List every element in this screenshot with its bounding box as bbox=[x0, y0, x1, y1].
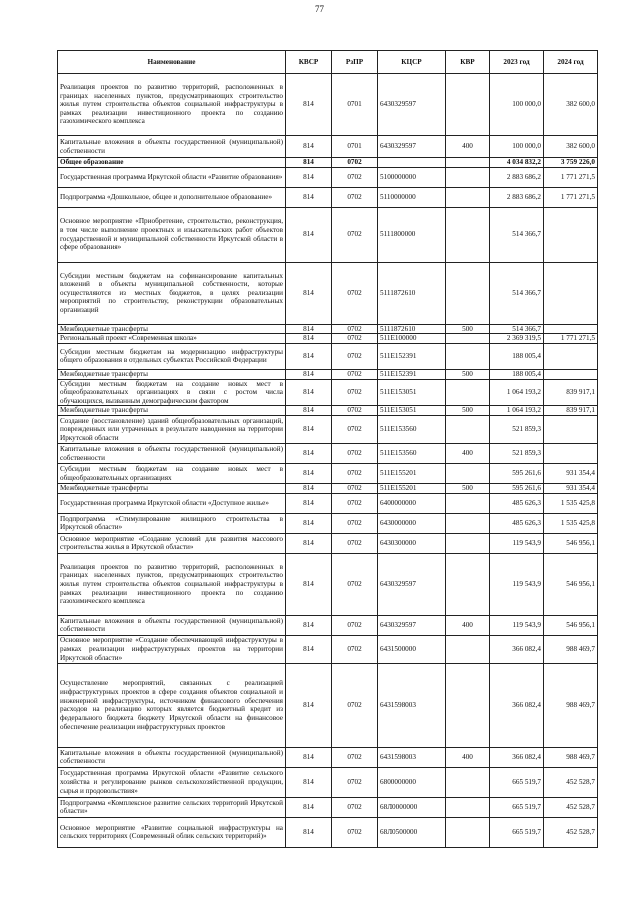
cell-rzpr: 0702 bbox=[332, 444, 378, 464]
table-row bbox=[58, 464, 598, 484]
cell-kcsr: 511E152391 bbox=[378, 343, 446, 369]
cell-kvsr: 814 bbox=[286, 406, 332, 416]
cell-rzpr: 0702 bbox=[332, 379, 378, 406]
cell-rzpr: 0702 bbox=[332, 334, 378, 344]
cell-y2023: 100 000,0 bbox=[490, 136, 544, 158]
cell-name: Капитальные вложения в объекты государственной (муниципальной) собственности bbox=[58, 615, 286, 635]
cell-kcsr: 68Л0500000 bbox=[378, 817, 446, 847]
table-row bbox=[58, 484, 598, 494]
cell-name: Подпрограмма «Дошкольное, общее и дополнительное образование» bbox=[58, 187, 286, 207]
cell-y2023: 2 883 686,2 bbox=[490, 167, 544, 187]
table-row bbox=[58, 493, 598, 513]
cell-kvsr: 814 bbox=[286, 262, 332, 324]
cell-kvr: 400 bbox=[446, 615, 490, 635]
cell-kvsr: 814 bbox=[286, 533, 332, 553]
cell-y2023: 485 626,3 bbox=[490, 493, 544, 513]
cell-rzpr: 0701 bbox=[332, 74, 378, 136]
cell-y2024: 546 956,1 bbox=[544, 533, 598, 553]
table-row bbox=[58, 513, 598, 533]
column-header-kvr: КВР bbox=[446, 51, 490, 74]
cell-y2023: 521 859,3 bbox=[490, 416, 544, 444]
table-row bbox=[58, 635, 598, 663]
cell-kvr bbox=[446, 343, 490, 369]
cell-y2024: 546 956,1 bbox=[544, 615, 598, 635]
cell-y2023: 188 005,4 bbox=[490, 369, 544, 379]
cell-y2023: 119 543,9 bbox=[490, 615, 544, 635]
table-row bbox=[58, 553, 598, 615]
cell-name: Межбюджетные трансферты bbox=[58, 369, 286, 379]
cell-kvr bbox=[446, 635, 490, 663]
cell-name: Основное мероприятие «Приобретение, строительство, реконструкция, в том числе выполнение проектных и изыскательских работ объектов государственной и муниципальной собственности Иркутской области в сфере образования» bbox=[58, 207, 286, 262]
cell-name: Капитальные вложения в объекты государственной (муниципальной) собственности bbox=[58, 444, 286, 464]
cell-name: Межбюджетные трансферты bbox=[58, 484, 286, 494]
cell-rzpr: 0702 bbox=[332, 369, 378, 379]
column-header-2023: 2023 год bbox=[490, 51, 544, 74]
table-row bbox=[58, 136, 598, 158]
cell-kcsr: 6430329597 bbox=[378, 136, 446, 158]
page-number: 77 bbox=[315, 4, 324, 14]
cell-rzpr: 0702 bbox=[332, 187, 378, 207]
cell-y2023: 1 064 193,2 bbox=[490, 379, 544, 406]
cell-kvsr: 814 bbox=[286, 464, 332, 484]
cell-kvr bbox=[446, 464, 490, 484]
cell-rzpr: 0702 bbox=[332, 167, 378, 187]
cell-rzpr: 0702 bbox=[332, 416, 378, 444]
cell-y2023: 595 261,6 bbox=[490, 484, 544, 494]
cell-kvsr: 814 bbox=[286, 158, 332, 168]
cell-y2024 bbox=[544, 207, 598, 262]
cell-kcsr: 6430000000 bbox=[378, 513, 446, 533]
cell-y2024: 1 535 425,8 bbox=[544, 513, 598, 533]
cell-y2024: 382 600,0 bbox=[544, 136, 598, 158]
table-row bbox=[58, 406, 598, 416]
cell-y2024: 931 354,4 bbox=[544, 464, 598, 484]
cell-kcsr: 511E155201 bbox=[378, 464, 446, 484]
cell-kcsr: 6430329597 bbox=[378, 553, 446, 615]
table-row bbox=[58, 663, 598, 747]
cell-rzpr: 0702 bbox=[332, 513, 378, 533]
cell-kvsr: 814 bbox=[286, 74, 332, 136]
cell-kcsr bbox=[378, 158, 446, 168]
cell-name: Основное мероприятие «Создание обеспечивающей инфраструктуры в рамках реализации инфраструктурных проектов на территории Иркутской области» bbox=[58, 635, 286, 663]
column-header-rzpr: РзПР bbox=[332, 51, 378, 74]
table-row bbox=[58, 334, 598, 344]
cell-kcsr: 511E155201 bbox=[378, 484, 446, 494]
cell-rzpr: 0702 bbox=[332, 767, 378, 797]
cell-y2024 bbox=[544, 369, 598, 379]
table-row bbox=[58, 747, 598, 767]
cell-kvr bbox=[446, 207, 490, 262]
cell-rzpr: 0702 bbox=[332, 484, 378, 494]
cell-y2023: 2 883 686,2 bbox=[490, 187, 544, 207]
cell-rzpr: 0702 bbox=[332, 324, 378, 334]
cell-name: Межбюджетные трансферты bbox=[58, 324, 286, 334]
cell-y2023: 514 366,7 bbox=[490, 207, 544, 262]
cell-kcsr: 5111872610 bbox=[378, 324, 446, 334]
cell-kcsr: 511E153051 bbox=[378, 379, 446, 406]
cell-kcsr: 5111872610 bbox=[378, 262, 446, 324]
cell-kcsr: 511E153560 bbox=[378, 416, 446, 444]
cell-rzpr: 0702 bbox=[332, 464, 378, 484]
cell-kvsr: 814 bbox=[286, 635, 332, 663]
cell-y2024: 931 354,4 bbox=[544, 484, 598, 494]
table-row bbox=[58, 187, 598, 207]
cell-kvsr: 814 bbox=[286, 187, 332, 207]
cell-name: Осуществление мероприятий, связанных с реализацией инфраструктурных проектов в сфере создания объектов социальной и инженерной инфраструктуры, источником финансового обеспечения расходов на реализацию которых является бюджетный кредит из федерального бюджета бюджету Иркутской области на финансовое обеспечение реализации инфраструктурных проектов bbox=[58, 663, 286, 747]
cell-kvsr: 814 bbox=[286, 663, 332, 747]
table-row bbox=[58, 74, 598, 136]
cell-y2024: 3 759 226,0 bbox=[544, 158, 598, 168]
cell-kvsr: 814 bbox=[286, 493, 332, 513]
cell-rzpr: 0702 bbox=[332, 615, 378, 635]
cell-name: Капитальные вложения в объекты государственной (муниципальной) собственности bbox=[58, 747, 286, 767]
table-row bbox=[58, 158, 598, 168]
cell-kvr bbox=[446, 416, 490, 444]
cell-rzpr: 0702 bbox=[332, 207, 378, 262]
cell-rzpr: 0701 bbox=[332, 136, 378, 158]
table-row bbox=[58, 767, 598, 797]
cell-kcsr: 6431598003 bbox=[378, 747, 446, 767]
cell-kvsr: 814 bbox=[286, 369, 332, 379]
cell-kvsr: 814 bbox=[286, 444, 332, 464]
cell-y2023: 521 859,3 bbox=[490, 444, 544, 464]
cell-kvsr: 814 bbox=[286, 747, 332, 767]
cell-rzpr: 0702 bbox=[332, 747, 378, 767]
cell-kcsr: 511E152391 bbox=[378, 369, 446, 379]
cell-name: Реализация проектов по развитию территорий, расположенных в границах населенных пунктов, предусматривающих строительство жилья путем строительства объектов социальной инфраструктуры в рамках реализации инвестиционного проекта по созданию газохимического комплекса bbox=[58, 553, 286, 615]
cell-name: Государственная программа Иркутской области «Доступное жилье» bbox=[58, 493, 286, 513]
cell-name: Субсидии местным бюджетам на модернизацию инфраструктуры общего образования в отдельных субъектах Российской Федерации bbox=[58, 343, 286, 369]
cell-kcsr: 68Л0000000 bbox=[378, 797, 446, 817]
cell-y2023: 595 261,6 bbox=[490, 464, 544, 484]
table-row bbox=[58, 369, 598, 379]
cell-kvr bbox=[446, 334, 490, 344]
cell-name: Подпрограмма «Стимулирование жилищного строительства в Иркутской области» bbox=[58, 513, 286, 533]
cell-kcsr: 6800000000 bbox=[378, 767, 446, 797]
table-row bbox=[58, 343, 598, 369]
cell-name: Субсидии местным бюджетам на софинансирование капитальных вложений в объекты муниципальной собственности, которые осуществляются из местных бюджетов, в целях реализации мероприятий по строительству, реконструкции образовательных организаций bbox=[58, 262, 286, 324]
cell-kvr: 500 bbox=[446, 484, 490, 494]
cell-name: Основное мероприятие «Развитие социальной инфраструктуры на сельских территориях (Современный облик сельских территорий)» bbox=[58, 817, 286, 847]
cell-y2023: 100 000,0 bbox=[490, 74, 544, 136]
cell-kvsr: 814 bbox=[286, 207, 332, 262]
column-header-2024: 2024 год bbox=[544, 51, 598, 74]
cell-name: Субсидии местным бюджетам на создание новых мест в общеобразовательных организациях bbox=[58, 464, 286, 484]
cell-kvr bbox=[446, 797, 490, 817]
column-header-kcsr: КЦСР bbox=[378, 51, 446, 74]
cell-y2024 bbox=[544, 416, 598, 444]
cell-y2024: 452 528,7 bbox=[544, 817, 598, 847]
cell-kcsr: 6430329597 bbox=[378, 74, 446, 136]
cell-rzpr: 0702 bbox=[332, 533, 378, 553]
cell-name: Капитальные вложения в объекты государственной (муниципальной) собственности bbox=[58, 136, 286, 158]
cell-kvr bbox=[446, 533, 490, 553]
cell-kvr bbox=[446, 379, 490, 406]
cell-y2023: 2 369 319,5 bbox=[490, 334, 544, 344]
cell-kvr: 400 bbox=[446, 136, 490, 158]
cell-y2024: 1 771 271,5 bbox=[544, 334, 598, 344]
cell-y2023: 665 519,7 bbox=[490, 797, 544, 817]
cell-kvsr: 814 bbox=[286, 797, 332, 817]
cell-kvsr: 814 bbox=[286, 615, 332, 635]
table-row bbox=[58, 207, 598, 262]
table-row bbox=[58, 615, 598, 635]
cell-kvsr: 814 bbox=[286, 484, 332, 494]
cell-kcsr: 511E100000 bbox=[378, 334, 446, 344]
cell-kvsr: 814 bbox=[286, 343, 332, 369]
cell-kvr bbox=[446, 187, 490, 207]
cell-y2024: 839 917,1 bbox=[544, 379, 598, 406]
cell-kcsr: 511E153051 bbox=[378, 406, 446, 416]
cell-y2023: 366 082,4 bbox=[490, 747, 544, 767]
cell-y2024: 1 771 271,5 bbox=[544, 167, 598, 187]
cell-rzpr: 0702 bbox=[332, 406, 378, 416]
cell-y2023: 188 005,4 bbox=[490, 343, 544, 369]
table-body bbox=[58, 74, 598, 848]
cell-y2024: 546 956,1 bbox=[544, 553, 598, 615]
cell-name: Региональный проект «Современная школа» bbox=[58, 334, 286, 344]
table-row bbox=[58, 797, 598, 817]
cell-kvr bbox=[446, 513, 490, 533]
table-row bbox=[58, 533, 598, 553]
cell-y2023: 665 519,7 bbox=[490, 767, 544, 797]
cell-name: Межбюджетные трансферты bbox=[58, 406, 286, 416]
table-row bbox=[58, 324, 598, 334]
cell-kvsr: 814 bbox=[286, 817, 332, 847]
cell-y2023: 119 543,9 bbox=[490, 553, 544, 615]
column-header-name: Наименование bbox=[58, 51, 286, 74]
cell-y2024 bbox=[544, 262, 598, 324]
cell-kvsr: 814 bbox=[286, 416, 332, 444]
cell-y2023: 4 034 832,2 bbox=[490, 158, 544, 168]
cell-kvsr: 814 bbox=[286, 379, 332, 406]
cell-rzpr: 0702 bbox=[332, 343, 378, 369]
cell-kvr bbox=[446, 663, 490, 747]
cell-kvr: 500 bbox=[446, 324, 490, 334]
table-row bbox=[58, 379, 598, 406]
cell-kcsr: 511E153560 bbox=[378, 444, 446, 464]
cell-kcsr: 6430329597 bbox=[378, 615, 446, 635]
cell-y2024: 382 600,0 bbox=[544, 74, 598, 136]
cell-name: Подпрограмма «Комплексное развитие сельских территорий Иркутской области» bbox=[58, 797, 286, 817]
cell-kvr: 400 bbox=[446, 444, 490, 464]
table-row bbox=[58, 167, 598, 187]
cell-y2023: 485 626,3 bbox=[490, 513, 544, 533]
cell-kcsr: 5111800000 bbox=[378, 207, 446, 262]
cell-kcsr: 6431598003 bbox=[378, 663, 446, 747]
cell-rzpr: 0702 bbox=[332, 663, 378, 747]
cell-rzpr: 0702 bbox=[332, 817, 378, 847]
cell-kvsr: 814 bbox=[286, 513, 332, 533]
cell-kvr bbox=[446, 74, 490, 136]
cell-kvr bbox=[446, 262, 490, 324]
cell-name: Государственная программа Иркутской области «Развитие сельского хозяйства и регулирование рынков сельскохозяйственной продукции, сырья и продовольствия» bbox=[58, 767, 286, 797]
cell-kcsr: 5100000000 bbox=[378, 167, 446, 187]
cell-kvsr: 814 bbox=[286, 136, 332, 158]
cell-kvsr: 814 bbox=[286, 334, 332, 344]
cell-rzpr: 0702 bbox=[332, 493, 378, 513]
cell-kvsr: 814 bbox=[286, 324, 332, 334]
cell-rzpr: 0702 bbox=[332, 797, 378, 817]
cell-y2024: 452 528,7 bbox=[544, 767, 598, 797]
cell-y2023: 119 543,9 bbox=[490, 533, 544, 553]
cell-kvr: 400 bbox=[446, 747, 490, 767]
cell-kvr bbox=[446, 493, 490, 513]
cell-y2024: 452 528,7 bbox=[544, 797, 598, 817]
table-header-row bbox=[58, 51, 598, 74]
cell-y2024: 988 469,7 bbox=[544, 663, 598, 747]
cell-kcsr: 5110000000 bbox=[378, 187, 446, 207]
cell-kcsr: 6431500000 bbox=[378, 635, 446, 663]
cell-kvsr: 814 bbox=[286, 167, 332, 187]
cell-y2023: 514 366,7 bbox=[490, 262, 544, 324]
cell-kvr bbox=[446, 767, 490, 797]
cell-y2023: 514 366,7 bbox=[490, 324, 544, 334]
cell-kvr bbox=[446, 167, 490, 187]
cell-y2023: 665 519,7 bbox=[490, 817, 544, 847]
table-row bbox=[58, 817, 598, 847]
cell-kvr bbox=[446, 158, 490, 168]
cell-kvr bbox=[446, 553, 490, 615]
table-row bbox=[58, 262, 598, 324]
cell-name: Основное мероприятие «Создание условий для развития массового строительства жилья в Иркутской области» bbox=[58, 533, 286, 553]
table-row bbox=[58, 416, 598, 444]
budget-table bbox=[57, 50, 598, 848]
cell-name: Общее образование bbox=[58, 158, 286, 168]
cell-kvr: 500 bbox=[446, 369, 490, 379]
cell-kcsr: 6430300000 bbox=[378, 533, 446, 553]
cell-rzpr: 0702 bbox=[332, 553, 378, 615]
cell-kvr: 500 bbox=[446, 406, 490, 416]
cell-rzpr: 0702 bbox=[332, 262, 378, 324]
cell-y2024: 1 771 271,5 bbox=[544, 187, 598, 207]
column-header-kvsr: КВСР bbox=[286, 51, 332, 74]
cell-rzpr: 0702 bbox=[332, 635, 378, 663]
cell-name: Реализация проектов по развитию территорий, расположенных в границах населенных пунктов, предусматривающих строительство жилья путем строительства объектов социальной инфраструктуры в рамках реализации инвестиционного проекта по созданию газохимического комплекса bbox=[58, 74, 286, 136]
cell-y2023: 366 082,4 bbox=[490, 635, 544, 663]
cell-y2023: 1 064 193,2 bbox=[490, 406, 544, 416]
cell-name: Создание (восстановление) зданий общеобразовательных организаций, поврежденных или утраченных в результате наводнения на территории Иркутской области bbox=[58, 416, 286, 444]
cell-y2023: 366 082,4 bbox=[490, 663, 544, 747]
cell-y2024: 839 917,1 bbox=[544, 406, 598, 416]
cell-y2024: 1 535 425,8 bbox=[544, 493, 598, 513]
cell-y2024 bbox=[544, 324, 598, 334]
cell-kvr bbox=[446, 817, 490, 847]
cell-name: Государственная программа Иркутской области «Развитие образования» bbox=[58, 167, 286, 187]
cell-y2024 bbox=[544, 343, 598, 369]
cell-y2024: 988 469,7 bbox=[544, 747, 598, 767]
cell-kvsr: 814 bbox=[286, 553, 332, 615]
cell-rzpr: 0702 bbox=[332, 158, 378, 168]
cell-kcsr: 6400000000 bbox=[378, 493, 446, 513]
cell-y2024 bbox=[544, 444, 598, 464]
cell-name: Субсидии местным бюджетам на создание новых мест в общеобразовательных организациях в связи с ростом числа обучающихся, вызванным демографическим фактором bbox=[58, 379, 286, 406]
cell-kvsr: 814 bbox=[286, 767, 332, 797]
table-row bbox=[58, 444, 598, 464]
cell-y2024: 988 469,7 bbox=[544, 635, 598, 663]
